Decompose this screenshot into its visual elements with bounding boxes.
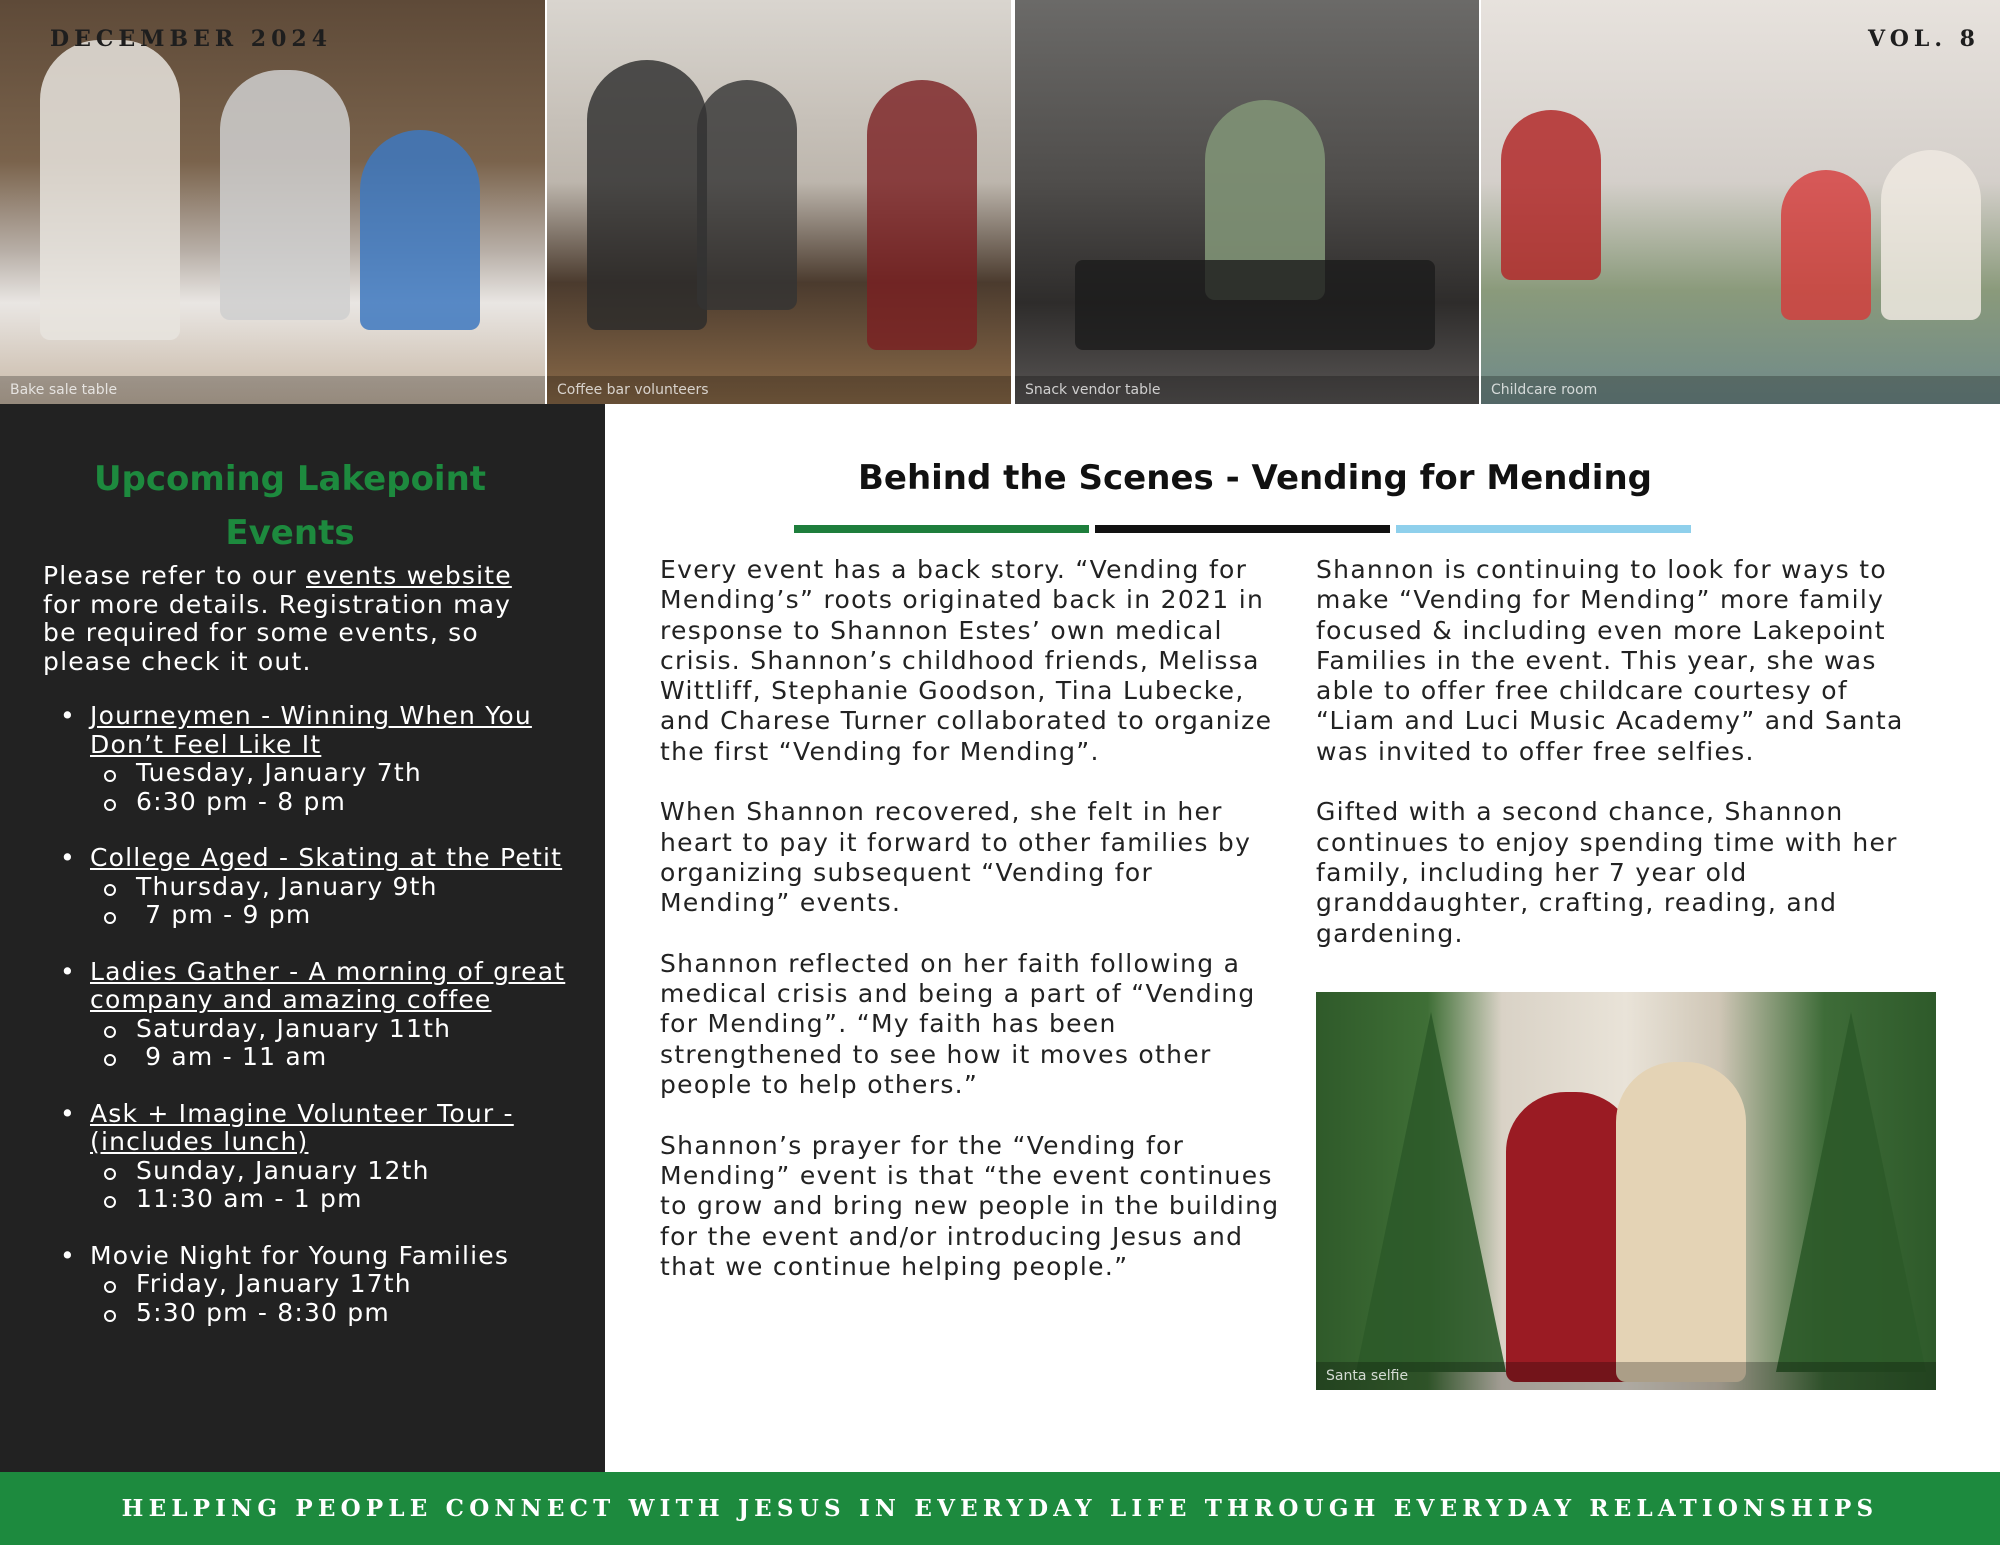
article-title: Behind the Scenes - Vending for Mending: [857, 458, 1653, 498]
issue-volume: VOL. 8: [1868, 26, 1980, 52]
article-paragraph: Shannon’s prayer for the “Vending for Mending” event is that “the event continues to grow and bring new people in the building for the event and/or introducing Jesus and that we continue helping people.”: [660, 1130, 1280, 1281]
divider-green: [794, 525, 1089, 533]
event-item: [60, 844, 580, 930]
event-title-link[interactable]: • College Aged - Skating at the Petit: [90, 843, 563, 872]
events-heading: Upcoming Lakepoint Events: [93, 459, 487, 553]
footer-tagline: HELPING PEOPLE CONNECT WITH JESUS IN EVERYDAY LIFE THROUGH EVERYDAY RELATIONSHIPS: [121, 1495, 1879, 1522]
event-title: • Movie Night for Young Families: [90, 1240, 510, 1270]
article-paragraph: Shannon is continuing to look for ways to make “Vending for Mending” more family focused & including even more Lakepoint Families in the event. This year, she was able to offer free childcare courtesy of “Liam and Luci Music Academy” and Santa was invited to offer free selfies.: [1316, 555, 1904, 766]
divider-blue: [1396, 525, 1691, 533]
photo-caption: Snack vendor table: [1015, 376, 1479, 404]
event-day: Friday, January 17th: [90, 1270, 580, 1299]
event-item: [60, 1100, 580, 1214]
event-time: 11:30 am - 1 pm: [90, 1185, 580, 1214]
events-intro: [43, 562, 553, 676]
photo-caption: Santa selfie: [1316, 1362, 1936, 1390]
event-time: 9 am - 11 am: [90, 1043, 580, 1072]
intro-text: for more details. Registration may be required for some events, so please check it out.: [43, 589, 512, 676]
event-day: Thursday, January 9th: [90, 873, 580, 902]
article-column-left: [660, 555, 1280, 1312]
photo-caption: Coffee bar volunteers: [547, 376, 1011, 404]
event-day: Tuesday, January 7th: [90, 759, 580, 788]
photo-childcare-room: [1481, 0, 2000, 404]
events-website-link[interactable]: events website: [306, 561, 512, 590]
photo-coffee-bar: [547, 0, 1011, 404]
event-title-link[interactable]: • Journeymen - Winning When You Don’t Feel Like It: [90, 701, 532, 759]
article-paragraph: Gifted with a second chance, Shannon continues to enjoy spending time with her family, including her 7 year old granddaughter, crafting, reading, and gardening.: [1316, 797, 1898, 948]
photo-vendor-table: [1015, 0, 1479, 404]
event-time: 7 pm - 9 pm: [90, 901, 580, 930]
event-title-link[interactable]: • Ask + Imagine Volunteer Tour - (includes lunch): [90, 1098, 514, 1156]
footer-tagline-bar: [0, 1472, 2000, 1545]
events-panel: [0, 404, 605, 1472]
event-title-link[interactable]: • Ladies Gather - A morning of great company and amazing coffee: [90, 956, 566, 1014]
event-day: Sunday, January 12th: [90, 1157, 580, 1186]
issue-date: DECEMBER 2024: [50, 26, 333, 52]
event-item: [60, 702, 580, 816]
intro-text: Please refer to our: [43, 561, 307, 590]
article-paragraph: Every event has a back story. “Vending for Mending’s” roots originated back in 2021 in response to Shannon Estes’ own medical crisis. Shannon’s childhood friends, Melissa Wittliff, Stephanie Goodson, Tina Lubecke, and Charese Turner collaborated to organize the first “Vending for Mending”.: [660, 555, 1273, 766]
photo-caption: Childcare room: [1481, 376, 2000, 404]
event-item: [60, 1242, 580, 1328]
photo-santa-selfie: [1316, 992, 1936, 1390]
article-paragraph: When Shannon recovered, she felt in her heart to pay it forward to other families by organizing subsequent “Vending for Mending” events.: [660, 797, 1252, 918]
article-paragraph: Shannon reflected on her faith following a medical crisis and being a part of “Vending for Mending”. “My faith has been strengthened to see how it moves other people to help others.”: [660, 948, 1256, 1100]
event-time: 6:30 pm - 8 pm: [90, 788, 580, 817]
article-column-right: [1316, 555, 1936, 979]
event-item: [60, 958, 580, 1072]
photo-bake-sale: [0, 0, 545, 404]
photo-caption: Bake sale table: [0, 376, 545, 404]
divider-black: [1095, 525, 1390, 533]
event-day: Saturday, January 11th: [90, 1015, 580, 1044]
event-time: 5:30 pm - 8:30 pm: [90, 1299, 580, 1328]
events-list: [60, 702, 580, 1355]
